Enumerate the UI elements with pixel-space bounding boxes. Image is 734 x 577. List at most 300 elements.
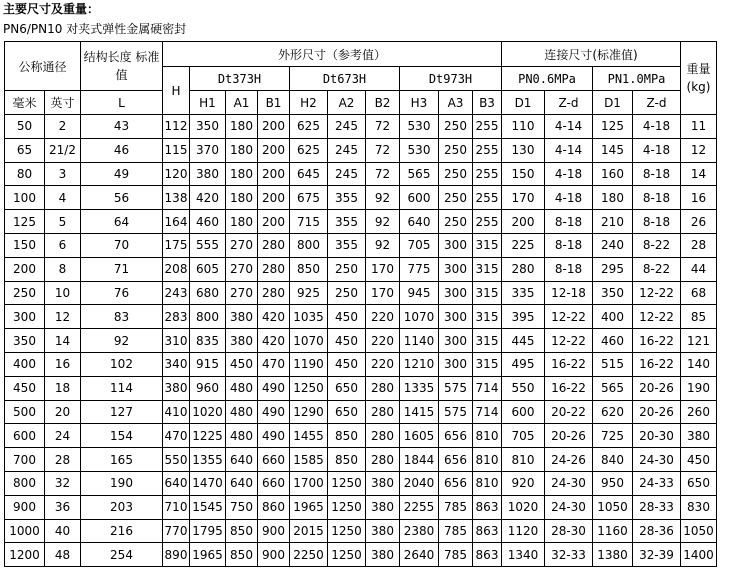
cell-zd-pn06: 12-22 — [545, 329, 593, 353]
cell-a2: 850 — [328, 448, 366, 472]
a3-header: A3 — [439, 91, 473, 115]
zd-pn10-header: Z-d — [633, 91, 681, 115]
cell-h1: 460 — [190, 210, 226, 234]
cell-nominal-inch: 8 — [45, 257, 81, 281]
b1-header: B1 — [258, 91, 290, 115]
weight-header: 重量 (kg) — [681, 42, 717, 115]
cell-a3: 785 — [439, 519, 473, 543]
cell-b3: 315 — [473, 281, 502, 305]
cell-length-l: 127 — [81, 400, 163, 424]
cell-d1-pn10: 125 — [593, 115, 633, 139]
cell-length-l: 83 — [81, 305, 163, 329]
h2-header: H2 — [290, 91, 328, 115]
cell-a1: 270 — [226, 233, 258, 257]
cell-b1: 200 — [258, 162, 290, 186]
cell-h2: 675 — [290, 186, 328, 210]
cell-nominal-inch: 14 — [45, 329, 81, 353]
cell-a1: 850 — [226, 519, 258, 543]
cell-weight: 12 — [681, 138, 717, 162]
cell-nominal-inch: 4 — [45, 186, 81, 210]
cell-b3: 714 — [473, 376, 502, 400]
cell-a2: 245 — [328, 162, 366, 186]
table-row — [5, 233, 717, 257]
cell-b3: 863 — [473, 495, 502, 519]
table-row — [5, 543, 717, 567]
table-row — [5, 281, 717, 305]
cell-a1: 270 — [226, 257, 258, 281]
cell-a2: 250 — [328, 281, 366, 305]
cell-b2: 280 — [366, 376, 400, 400]
cell-nominal-mm: 600 — [5, 424, 45, 448]
cell-weight: 380 — [681, 424, 717, 448]
cell-nominal-inch: 5 — [45, 210, 81, 234]
header-row-1 — [5, 42, 717, 67]
cell-height-h: 890 — [163, 543, 190, 567]
cell-d1-pn10: 210 — [593, 210, 633, 234]
cell-nominal-inch: 48 — [45, 543, 81, 567]
cell-h3: 565 — [400, 162, 439, 186]
cell-length-l: 154 — [81, 424, 163, 448]
cell-height-h: 770 — [163, 519, 190, 543]
table-row — [5, 115, 717, 139]
cell-a2: 1250 — [328, 495, 366, 519]
cell-d1-pn10: 515 — [593, 352, 633, 376]
cell-a1: 180 — [226, 138, 258, 162]
cell-d1-pn10: 1050 — [593, 495, 633, 519]
cell-length-l: 254 — [81, 543, 163, 567]
cell-zd-pn06: 12-22 — [545, 305, 593, 329]
cell-zd-pn06: 24-30 — [545, 471, 593, 495]
cell-d1-pn06: 1120 — [502, 519, 545, 543]
cell-h2: 2015 — [290, 519, 328, 543]
cell-b3: 255 — [473, 138, 502, 162]
cell-zd-pn06: 8-18 — [545, 257, 593, 281]
cell-a3: 300 — [439, 305, 473, 329]
cell-nominal-inch: 6 — [45, 233, 81, 257]
cell-weight: 190 — [681, 376, 717, 400]
cell-nominal-inch: 12 — [45, 305, 81, 329]
cell-d1-pn06: 810 — [502, 448, 545, 472]
cell-a3: 785 — [439, 543, 473, 567]
cell-a1: 750 — [226, 495, 258, 519]
cell-zd-pn10: 28-36 — [633, 519, 681, 543]
cell-d1-pn06: 920 — [502, 471, 545, 495]
cell-a3: 250 — [439, 210, 473, 234]
cell-a3: 300 — [439, 352, 473, 376]
cell-weight: 26 — [681, 210, 717, 234]
cell-zd-pn06: 20-22 — [545, 400, 593, 424]
cell-a3: 785 — [439, 495, 473, 519]
cell-h3: 1140 — [400, 329, 439, 353]
cell-zd-pn10: 24-30 — [633, 448, 681, 472]
d1-pn06-header: D1 — [502, 91, 545, 115]
cell-b1: 200 — [258, 115, 290, 139]
cell-h3: 1844 — [400, 448, 439, 472]
cell-h1: 380 — [190, 162, 226, 186]
cell-zd-pn06: 4-18 — [545, 162, 593, 186]
cell-height-h: 138 — [163, 186, 190, 210]
cell-zd-pn06: 24-30 — [545, 495, 593, 519]
cell-d1-pn06: 600 — [502, 400, 545, 424]
cell-b3: 810 — [473, 471, 502, 495]
cell-height-h: 175 — [163, 233, 190, 257]
cell-a3: 656 — [439, 448, 473, 472]
cell-a3: 250 — [439, 186, 473, 210]
table-row — [5, 519, 717, 543]
cell-zd-pn06: 16-22 — [545, 376, 593, 400]
cell-b1: 900 — [258, 519, 290, 543]
cell-a2: 355 — [328, 233, 366, 257]
cell-b1: 490 — [258, 400, 290, 424]
cell-h3: 1605 — [400, 424, 439, 448]
cell-nominal-mm: 800 — [5, 471, 45, 495]
cell-b1: 200 — [258, 186, 290, 210]
cell-nominal-mm: 125 — [5, 210, 45, 234]
a2-header: A2 — [328, 91, 366, 115]
cell-b1: 660 — [258, 448, 290, 472]
table-row — [5, 257, 717, 281]
cell-weight: 830 — [681, 495, 717, 519]
cell-zd-pn10: 28-33 — [633, 495, 681, 519]
cell-h1: 800 — [190, 305, 226, 329]
cell-height-h: 310 — [163, 329, 190, 353]
cell-zd-pn06: 20-26 — [545, 424, 593, 448]
structure-length-header: 结构长度 标准值 — [81, 42, 163, 91]
cell-d1-pn10: 840 — [593, 448, 633, 472]
cell-a2: 245 — [328, 115, 366, 139]
cell-a3: 300 — [439, 257, 473, 281]
cell-length-l: 92 — [81, 329, 163, 353]
cell-b2: 280 — [366, 448, 400, 472]
cell-h3: 530 — [400, 115, 439, 139]
cell-a1: 380 — [226, 305, 258, 329]
cell-a2: 650 — [328, 400, 366, 424]
pn10-header: PN1.0MPa — [593, 67, 681, 91]
table-row — [5, 305, 717, 329]
cell-length-l: 165 — [81, 448, 163, 472]
cell-a3: 575 — [439, 400, 473, 424]
cell-h3: 705 — [400, 233, 439, 257]
cell-d1-pn10: 725 — [593, 424, 633, 448]
cell-d1-pn10: 1380 — [593, 543, 633, 567]
cell-length-l: 49 — [81, 162, 163, 186]
outline-dims-header: 外形尺寸（参考值） — [163, 42, 502, 67]
cell-nominal-inch: 20 — [45, 400, 81, 424]
cell-d1-pn10: 350 — [593, 281, 633, 305]
cell-d1-pn10: 160 — [593, 162, 633, 186]
cell-d1-pn10: 400 — [593, 305, 633, 329]
cell-h1: 350 — [190, 115, 226, 139]
cell-h1: 1965 — [190, 543, 226, 567]
cell-zd-pn10: 4-18 — [633, 138, 681, 162]
cell-length-l: 102 — [81, 352, 163, 376]
cell-b2: 280 — [366, 400, 400, 424]
cell-height-h: 283 — [163, 305, 190, 329]
cell-b2: 380 — [366, 471, 400, 495]
cell-a3: 656 — [439, 424, 473, 448]
cell-b3: 315 — [473, 352, 502, 376]
cell-nominal-mm: 1200 — [5, 543, 45, 567]
cell-h3: 945 — [400, 281, 439, 305]
cell-b3: 255 — [473, 162, 502, 186]
cell-nominal-mm: 350 — [5, 329, 45, 353]
cell-h1: 1355 — [190, 448, 226, 472]
cell-weight: 85 — [681, 305, 717, 329]
cell-a1: 480 — [226, 400, 258, 424]
cell-d1-pn06: 225 — [502, 233, 545, 257]
cell-zd-pn06: 32-33 — [545, 543, 593, 567]
cell-weight: 1400 — [681, 543, 717, 567]
cell-h1: 1545 — [190, 495, 226, 519]
cell-h2: 1250 — [290, 376, 328, 400]
cell-zd-pn10: 8-18 — [633, 186, 681, 210]
cell-zd-pn10: 20-26 — [633, 400, 681, 424]
table-row — [5, 471, 717, 495]
cell-b3: 315 — [473, 305, 502, 329]
table-row — [5, 329, 717, 353]
cell-a2: 450 — [328, 305, 366, 329]
cell-zd-pn10: 12-22 — [633, 305, 681, 329]
cell-h1: 555 — [190, 233, 226, 257]
cell-zd-pn10: 8-18 — [633, 162, 681, 186]
cell-zd-pn06: 24-26 — [545, 448, 593, 472]
cell-d1-pn06: 1020 — [502, 495, 545, 519]
cell-a2: 450 — [328, 329, 366, 353]
cell-a2: 355 — [328, 186, 366, 210]
cell-b3: 255 — [473, 115, 502, 139]
cell-nominal-mm: 50 — [5, 115, 45, 139]
cell-a3: 250 — [439, 162, 473, 186]
cell-nominal-inch: 32 — [45, 471, 81, 495]
cell-h3: 640 — [400, 210, 439, 234]
dt373-header: Dt373H — [190, 67, 290, 91]
cell-nominal-mm: 65 — [5, 138, 45, 162]
cell-d1-pn06: 495 — [502, 352, 545, 376]
cell-nominal-inch: 24 — [45, 424, 81, 448]
cell-a3: 300 — [439, 281, 473, 305]
cell-h1: 960 — [190, 376, 226, 400]
dt673-header: Dt673H — [290, 67, 400, 91]
cell-a3: 250 — [439, 115, 473, 139]
b3-header: B3 — [473, 91, 502, 115]
cell-b1: 420 — [258, 305, 290, 329]
cell-b2: 220 — [366, 305, 400, 329]
cell-a1: 180 — [226, 210, 258, 234]
cell-d1-pn10: 565 — [593, 376, 633, 400]
cell-h3: 1415 — [400, 400, 439, 424]
cell-a2: 250 — [328, 257, 366, 281]
cell-zd-pn10: 8-22 — [633, 257, 681, 281]
table-row — [5, 376, 717, 400]
table-row — [5, 186, 717, 210]
cell-height-h: 208 — [163, 257, 190, 281]
h1-header: H1 — [190, 91, 226, 115]
cell-h2: 625 — [290, 115, 328, 139]
cell-length-l: 46 — [81, 138, 163, 162]
l-header: L — [81, 91, 163, 115]
cell-a1: 480 — [226, 376, 258, 400]
cell-b1: 200 — [258, 210, 290, 234]
cell-h2: 1190 — [290, 352, 328, 376]
cell-b1: 490 — [258, 376, 290, 400]
cell-d1-pn10: 145 — [593, 138, 633, 162]
mm-header: 毫米 — [5, 91, 45, 115]
cell-zd-pn06: 8-18 — [545, 233, 593, 257]
cell-d1-pn10: 240 — [593, 233, 633, 257]
cell-a2: 355 — [328, 210, 366, 234]
cell-zd-pn10: 16-22 — [633, 352, 681, 376]
cell-b3: 315 — [473, 329, 502, 353]
cell-h3: 775 — [400, 257, 439, 281]
cell-d1-pn10: 180 — [593, 186, 633, 210]
table-row — [5, 352, 717, 376]
header-row-3 — [5, 91, 717, 115]
cell-zd-pn10: 8-18 — [633, 210, 681, 234]
cell-a2: 650 — [328, 376, 366, 400]
cell-b2: 220 — [366, 352, 400, 376]
cell-d1-pn06: 705 — [502, 424, 545, 448]
cell-d1-pn06: 1340 — [502, 543, 545, 567]
cell-nominal-inch: 3 — [45, 162, 81, 186]
cell-a1: 850 — [226, 543, 258, 567]
cell-zd-pn10: 20-26 — [633, 376, 681, 400]
cell-length-l: 190 — [81, 471, 163, 495]
cell-h3: 2040 — [400, 471, 439, 495]
cell-b2: 92 — [366, 233, 400, 257]
table-row — [5, 424, 717, 448]
table-row — [5, 210, 717, 234]
cell-a1: 480 — [226, 424, 258, 448]
cell-b1: 420 — [258, 329, 290, 353]
cell-h3: 1335 — [400, 376, 439, 400]
cell-b2: 380 — [366, 543, 400, 567]
cell-h1: 1020 — [190, 400, 226, 424]
cell-h2: 925 — [290, 281, 328, 305]
cell-a3: 575 — [439, 376, 473, 400]
cell-height-h: 243 — [163, 281, 190, 305]
nominal-bore-header: 公称通径 — [5, 42, 81, 91]
cell-h1: 1470 — [190, 471, 226, 495]
cell-h2: 645 — [290, 162, 328, 186]
h-header: H — [163, 67, 190, 115]
cell-zd-pn10: 16-22 — [633, 329, 681, 353]
cell-length-l: 64 — [81, 210, 163, 234]
cell-a2: 1250 — [328, 543, 366, 567]
cell-d1-pn06: 110 — [502, 115, 545, 139]
cell-a3: 656 — [439, 471, 473, 495]
cell-nominal-inch: 10 — [45, 281, 81, 305]
cell-a1: 180 — [226, 162, 258, 186]
cell-zd-pn06: 12-18 — [545, 281, 593, 305]
cell-a3: 300 — [439, 233, 473, 257]
table-row — [5, 400, 717, 424]
cell-height-h: 710 — [163, 495, 190, 519]
cell-nominal-mm: 80 — [5, 162, 45, 186]
cell-zd-pn06: 28-30 — [545, 519, 593, 543]
cell-a2: 1250 — [328, 471, 366, 495]
cell-b1: 280 — [258, 257, 290, 281]
cell-weight: 650 — [681, 471, 717, 495]
cell-b3: 255 — [473, 210, 502, 234]
cell-b2: 280 — [366, 424, 400, 448]
cell-b2: 72 — [366, 162, 400, 186]
cell-h1: 1795 — [190, 519, 226, 543]
cell-d1-pn10: 295 — [593, 257, 633, 281]
cell-d1-pn06: 280 — [502, 257, 545, 281]
cell-height-h: 115 — [163, 138, 190, 162]
cell-a2: 850 — [328, 424, 366, 448]
cell-h1: 1225 — [190, 424, 226, 448]
cell-b1: 860 — [258, 495, 290, 519]
cell-b1: 280 — [258, 233, 290, 257]
cell-h1: 420 — [190, 186, 226, 210]
cell-a2: 1250 — [328, 519, 366, 543]
cell-length-l: 216 — [81, 519, 163, 543]
cell-weight: 14 — [681, 162, 717, 186]
cell-a1: 180 — [226, 115, 258, 139]
cell-d1-pn10: 620 — [593, 400, 633, 424]
cell-height-h: 340 — [163, 352, 190, 376]
cell-h2: 800 — [290, 233, 328, 257]
cell-h2: 1965 — [290, 495, 328, 519]
cell-h2: 1700 — [290, 471, 328, 495]
cell-h2: 1585 — [290, 448, 328, 472]
cell-zd-pn10: 24-33 — [633, 471, 681, 495]
cell-b3: 714 — [473, 400, 502, 424]
cell-weight: 16 — [681, 186, 717, 210]
cell-weight: 450 — [681, 448, 717, 472]
cell-d1-pn06: 200 — [502, 210, 545, 234]
cell-length-l: 70 — [81, 233, 163, 257]
cell-nominal-inch: 16 — [45, 352, 81, 376]
pn06-header: PN0.6MPa — [502, 67, 593, 91]
cell-nominal-inch: 36 — [45, 495, 81, 519]
cell-b3: 810 — [473, 448, 502, 472]
cell-a3: 300 — [439, 329, 473, 353]
table-row — [5, 162, 717, 186]
cell-weight: 140 — [681, 352, 717, 376]
cell-b2: 380 — [366, 519, 400, 543]
cell-height-h: 164 — [163, 210, 190, 234]
table-row — [5, 138, 717, 162]
cell-nominal-mm: 500 — [5, 400, 45, 424]
cell-d1-pn06: 335 — [502, 281, 545, 305]
cell-b3: 863 — [473, 519, 502, 543]
cell-nominal-mm: 200 — [5, 257, 45, 281]
dt973-header: Dt973H — [400, 67, 502, 91]
cell-h2: 2250 — [290, 543, 328, 567]
cell-b3: 315 — [473, 233, 502, 257]
cell-height-h: 410 — [163, 400, 190, 424]
cell-h3: 1210 — [400, 352, 439, 376]
cell-length-l: 71 — [81, 257, 163, 281]
cell-nominal-inch: 18 — [45, 376, 81, 400]
cell-height-h: 120 — [163, 162, 190, 186]
h3-header: H3 — [400, 91, 439, 115]
cell-length-l: 43 — [81, 115, 163, 139]
cell-length-l: 114 — [81, 376, 163, 400]
cell-d1-pn06: 130 — [502, 138, 545, 162]
cell-nominal-mm: 700 — [5, 448, 45, 472]
cell-a2: 450 — [328, 352, 366, 376]
cell-zd-pn10: 32-39 — [633, 543, 681, 567]
cell-weight: 11 — [681, 115, 717, 139]
cell-h2: 1455 — [290, 424, 328, 448]
cell-b2: 170 — [366, 281, 400, 305]
cell-h2: 715 — [290, 210, 328, 234]
cell-d1-pn06: 550 — [502, 376, 545, 400]
cell-nominal-mm: 250 — [5, 281, 45, 305]
